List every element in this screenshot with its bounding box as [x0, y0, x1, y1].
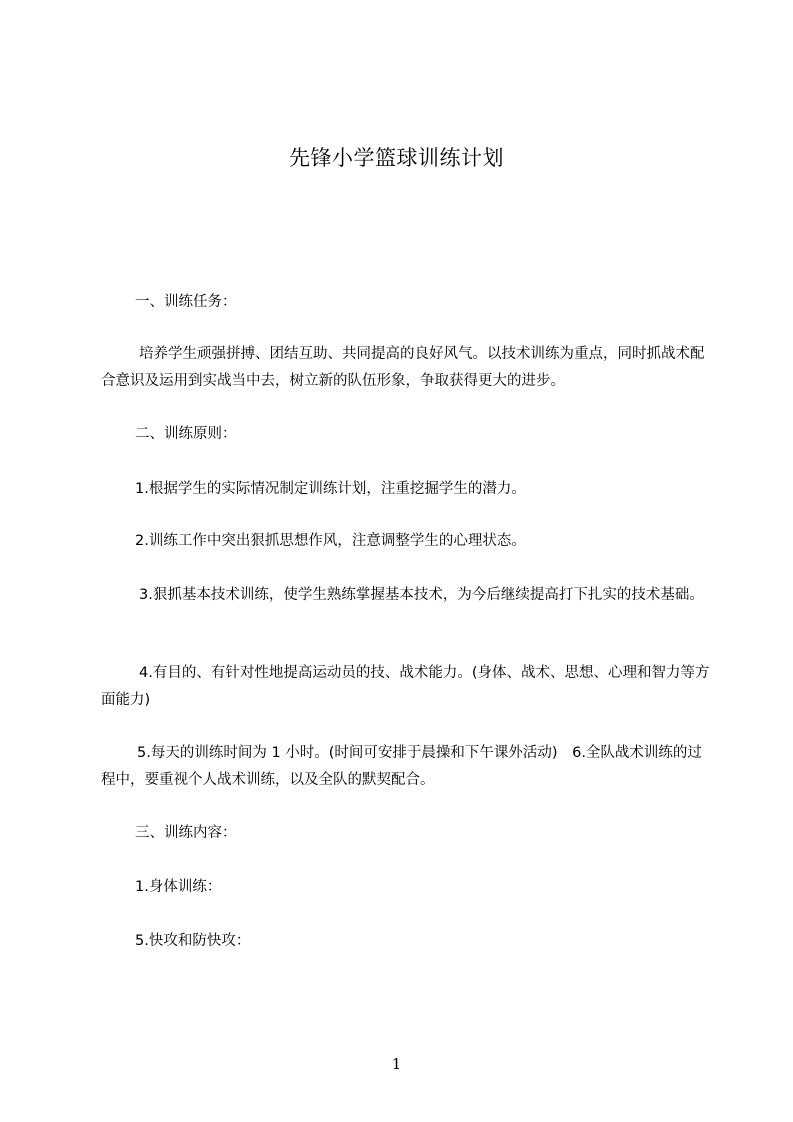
document-title: 先锋小学篮球训练计划 — [289, 146, 504, 170]
principle-item-5-6: 5.每天的训练时间为 1 小时。(时间可安排于晨操和下午课外活动) 6.全队战术训练的过程中，要重视个人战术训练，以及全队的默契配合。 — [101, 745, 702, 788]
principle-item-3: 3.狠抓基本技术训练，使学生熟练掌握基本技术，为今后继续提高打下扎实的技术基础。 — [139, 587, 704, 603]
task-heading: 一、训练任务： — [135, 294, 237, 310]
page-number: 1 — [391, 1055, 402, 1073]
content-heading: 三、训练内容： — [135, 825, 237, 841]
principle-item-4: 4.有目的、有针对性地提高运动员的技、战术能力。(身体、战术、思想、心理和智力等方面能力) — [101, 665, 710, 708]
task-body: 培养学生顽强拼搏、团结互助、共同提高的良好风气。以技术训练为重点，同时抓战术配合意识及运用到实战当中去，树立新的队伍形象，争取获得更大的进步。 — [101, 346, 705, 389]
principle-item-2: 2.训练工作中突出狠抓思想作风，注意调整学生的心理状态。 — [135, 533, 526, 549]
content-item-5: 5.快攻和防快攻： — [135, 933, 251, 949]
content-item-1: 1.身体训练： — [135, 879, 222, 895]
principle-item-1: 1.根据学生的实际情况制定训练计划，注重挖掘学生的潜力。 — [135, 481, 526, 497]
principle-heading: 二、训练原则： — [135, 426, 237, 442]
